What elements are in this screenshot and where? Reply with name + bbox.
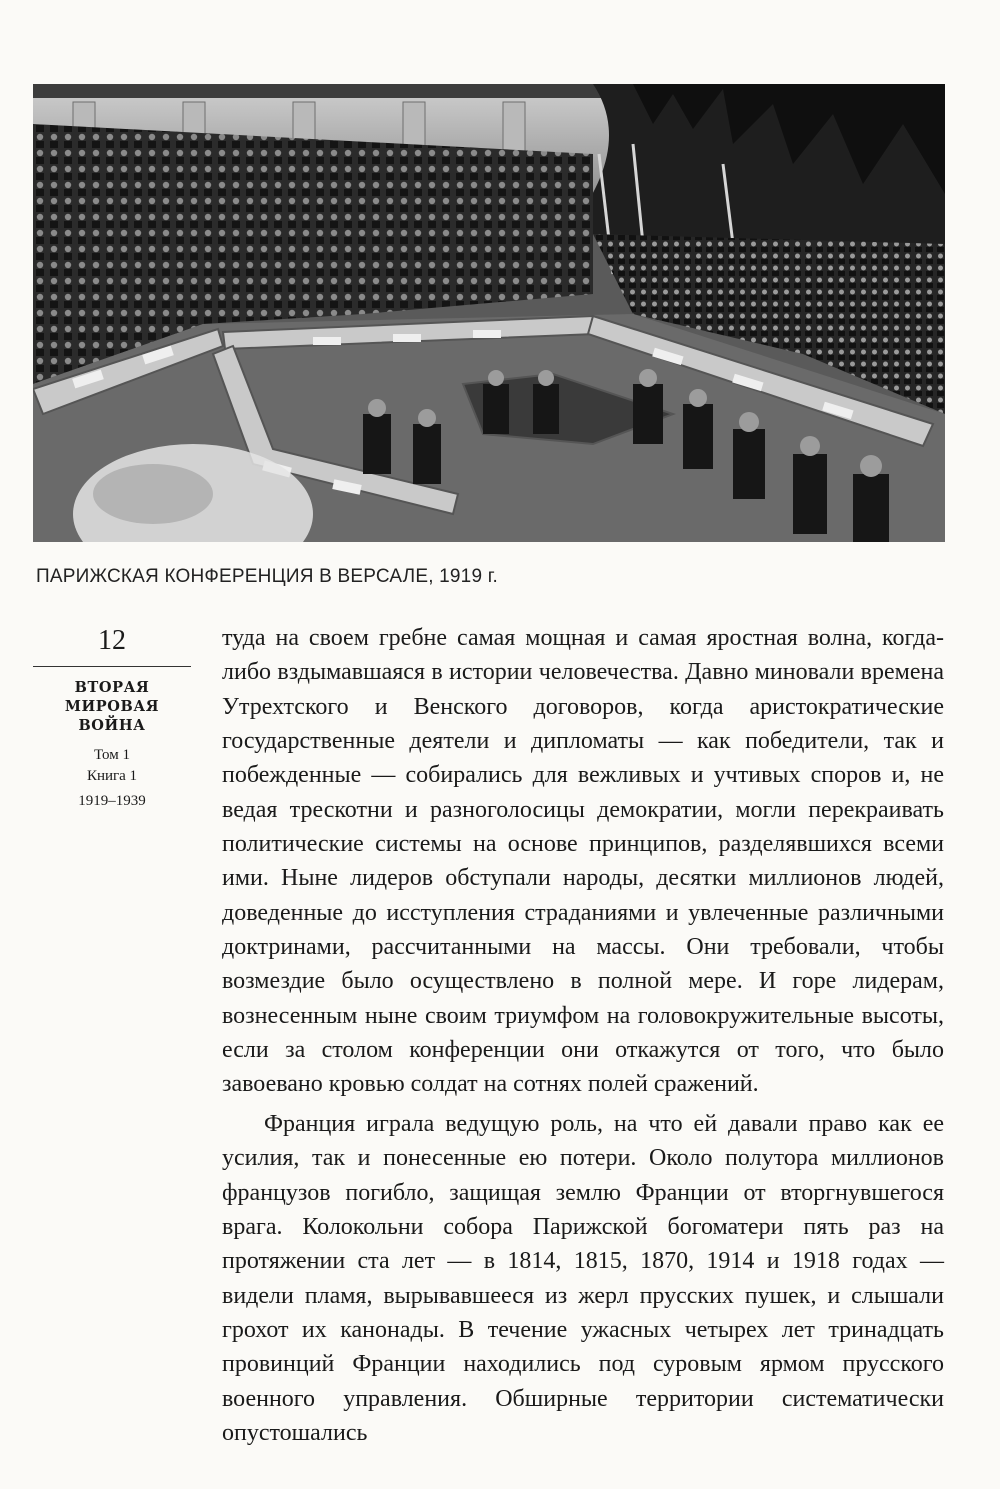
paragraph: Франция играла ведущую роль, на что ей давали право как ее усилия, так и понесенные ею потери. Около полутора миллионов французов погибло, защищая землю Франции от вторгнувшегося врага. Колокольни собора Парижской богоматери пять раз на протяжении ста лет — в 1814, 1815, 1870, 1914 и 1918 годах — видели пламя, вырывавшееся из жерл прусских пушек, и слышали грохот их канонады. В течение ужасных четырех лет тринадцать провинций Франции находились под суровым ярмом прусского военного управления. Обширные территории систематически опустошались [222, 1110, 944, 1446]
divider [33, 666, 191, 667]
body-text [222, 621, 944, 1450]
conference-photo [33, 84, 945, 542]
book-label: Книга 1 [86, 768, 138, 784]
photo-caption: ПАРИЖСКАЯ КОНФЕРЕНЦИЯ В ВЕРСАЛЕ, 1919 г. [36, 566, 498, 587]
running-sidebar [33, 626, 191, 812]
years-label: 1919–1939 [78, 793, 146, 809]
volume-label: Том 1 [94, 747, 130, 763]
page-number: 12 [98, 625, 126, 656]
conference-hall-photo-icon [33, 84, 945, 542]
book-title: ВТОРАЯ МИРОВАЯ ВОЙНА [64, 679, 160, 734]
paragraph: туда на своем гребне самая мощная и самая яростная волна, когда-либо вздымавшаяся в истории человечества. Давно миновали времена Утрехтского и Венского договоров, когда аристократические государственные деятели и дипломаты — как победители, так и побежденные — собирались для вежливых и учтивых споров и, не ведая трескотни и разноголосицы демократии, могли перекраивать политические системы на основе принципов, разделявшихся всеми ими. Ныне лидеров обступали народы, десятки миллионов людей, доведенные до исступления страданиями и увлеченные различными доктринами, рассчитанными на массы. Они требовали, чтобы возмездие было осуществлено в полной мере. И горе лидерам, вознесенным ныне своим триумфом на головокружительные высоты, если за столом конференции они откажутся от того, что было завоевано кровью солдат на сотнях полей сражений. [222, 625, 944, 1098]
